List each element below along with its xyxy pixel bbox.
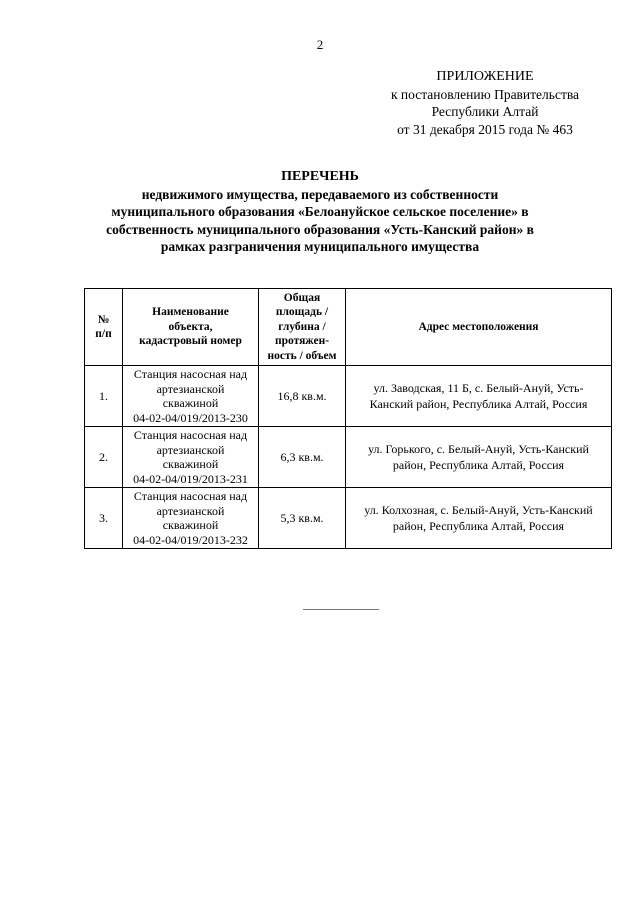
appendix-line: Республики Алтай — [431, 104, 539, 119]
header-text: Наименование — [152, 306, 229, 319]
title-line: собственность муниципального образования «Усть-Канский район» в — [106, 221, 534, 237]
header-name — [123, 289, 259, 366]
row-number: 1. — [85, 366, 123, 427]
table-row — [85, 427, 612, 488]
title-line: недвижимого имущества, передаваемого из собственности — [141, 186, 499, 202]
cell-line: артезианской — [156, 442, 225, 457]
table-header-row — [85, 289, 612, 366]
footer-divider — [303, 609, 379, 610]
cell-line: ул. Колхозная, с. Белый-Ануй, Усть-Канский — [364, 503, 593, 517]
cell-line: 04-02-04/019/2013-230 — [133, 410, 248, 425]
cell-line: Станция насосная над — [133, 489, 248, 503]
cell-line: скважиной — [162, 518, 219, 532]
appendix-line: от 31 декабря 2015 года № 463 — [397, 121, 573, 137]
header-text: протяжен- — [274, 335, 330, 348]
title-line: муниципального образования «Белоануйское сельское поселение» в — [111, 204, 529, 219]
cell-line: ул. Заводская, 11 Б, с. Белый-Ануй, Усть- — [373, 381, 584, 395]
cell-line: Станция насосная над — [133, 367, 248, 381]
table-row — [85, 488, 612, 549]
cell-line: Станция насосная над — [133, 428, 248, 442]
header-text: глубина / — [278, 320, 326, 333]
header-text: Общая — [283, 291, 321, 304]
cell-line: район, Республика Алтай, Россия — [392, 458, 565, 472]
title-line: рамках разграничения муниципального имущества — [160, 239, 480, 254]
cell-line: скважиной — [162, 396, 219, 410]
header-text: № — [97, 313, 110, 326]
header-address — [346, 289, 612, 366]
row-number: 2. — [85, 427, 123, 488]
row-address — [346, 488, 612, 549]
cell-line: Канский район, Республика Алтай, Россия — [369, 397, 588, 411]
cell-line: район, Республика Алтай, Россия — [392, 519, 565, 533]
header-text: п/п — [95, 328, 112, 340]
header-number — [85, 289, 123, 366]
document-title-block — [50, 168, 590, 256]
cell-line: артезианской — [156, 381, 225, 396]
row-area: 5,3 кв.м. — [259, 488, 346, 549]
table-row — [85, 366, 612, 427]
page-number: 2 — [316, 37, 324, 52]
appendix-line: к постановлению Правительства — [390, 86, 580, 102]
row-address — [346, 366, 612, 427]
header-text: Адрес местоположения — [418, 320, 539, 333]
header-text: ность / объем — [267, 349, 337, 362]
document-heading: ПЕРЕЧЕНЬ — [281, 169, 359, 184]
header-area — [259, 289, 346, 366]
cell-line: 04-02-04/019/2013-232 — [133, 532, 248, 547]
row-area: 6,3 кв.м. — [259, 427, 346, 488]
row-name — [123, 366, 259, 427]
row-area: 16,8 кв.м. — [259, 366, 346, 427]
property-table — [84, 288, 612, 549]
row-name — [123, 488, 259, 549]
cell-line: 04-02-04/019/2013-231 — [133, 471, 248, 486]
cell-line: артезианской — [156, 503, 225, 518]
cell-line: ул. Горького, с. Белый-Ануй, Усть-Канский — [368, 442, 589, 456]
row-name — [123, 427, 259, 488]
cell-line: скважиной — [162, 457, 219, 471]
header-text: объекта, — [168, 320, 213, 333]
header-text: площадь / — [275, 306, 329, 319]
row-number: 3. — [85, 488, 123, 549]
appendix-title: ПРИЛОЖЕНИЕ — [436, 69, 534, 84]
appendix-block — [360, 68, 610, 138]
row-address — [346, 427, 612, 488]
header-text: кадастровый номер — [139, 335, 242, 348]
